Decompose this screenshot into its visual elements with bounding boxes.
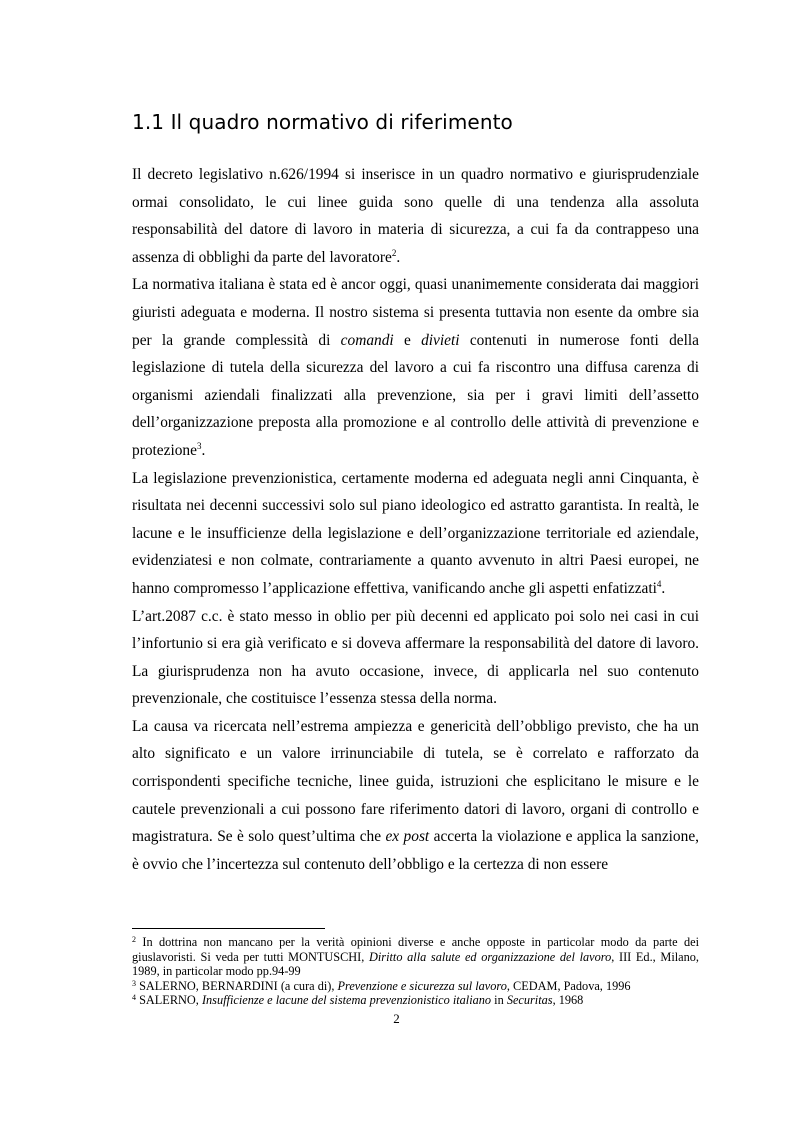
page-number: 2 xyxy=(393,1011,400,1026)
footnote-ref[interactable]: 2 xyxy=(391,247,397,258)
paragraph: La legislazione prevenzionistica, certamente moderna ed adeguata negli anni Cinquanta, è risultata nei decenni successivi solo sul piano ideologico ed astratto garantista. In realtà, le lacune e le insufficienze della legislazione e dell’organizzazione territoriale ed aziendale, evidenziatesi e non colmate, contrariamente a quanto avvenuto in altri Paesi europei, ne hanno compromesso l’applicazione effettiva, vanificando anche gli aspetti enfatizzati$^4$. xyxy=(132,469,699,597)
section-heading: 1.1 Il quadro normativo di riferimento xyxy=(132,110,513,134)
footnotes xyxy=(132,935,699,1008)
paragraph: La causa va ricercata nell’estrema ampiezza e genericità dell’obbligo previsto, che ha un alto significato e un valore irrinunciabile di tutela, se è correlato e rafforzato da corrispondenti specifiche tecniche, linee guida, istruzioni che esplicitano le misure e le cautele prevenzionali a cui possono fare riferimento datori di lavoro, organi di controllo e magistratura. Se è solo quest’ultima che ex post accerta la violazione e applica la sanzione, è ovvio che l’incertezza sul contenuto dell’obbligo e la certezza di non essere xyxy=(132,717,699,873)
footnote-ref[interactable]: 4 xyxy=(656,578,662,589)
footnote-ref[interactable]: 3 xyxy=(196,440,202,451)
paragraph: La normativa italiana è stata ed è ancor oggi, quasi unanimemente considerata dai maggiori giuristi adeguata e moderna. Il nostro sistema si presenta tuttavia non esente da ombre sia per la grande complessità di comandi e divieti contenuti in numerose fonti della legislazione di tutela della sicurezza del lavoro a cui fa riscontro una diffusa carenza di organismi aziendali finalizzati alla prevenzione, sia per i gravi limiti dell’assetto dell’organizzazione preposta alla promozione e al controllo delle attività di prevenzione e protezione$^3$. xyxy=(132,276,699,459)
body-text xyxy=(132,161,699,878)
footnote: $^4$ SALERNO, Insufficienze e lacune del sistema prevenzionistico italiano in Securitas, 1968 xyxy=(132,993,584,1007)
footnote: $^2$ In dottrina non mancano per la verità opinioni diverse e anche opposte in particolar modo da parte dei giuslavoristi. Si veda per tutti MONTUSCHI, Diritto alla salute ed organizzazione del lavoro, III Ed., Milano, 1989, in particolar modo pp.94-99 xyxy=(132,935,699,978)
footnote: $^3$ SALERNO, BERNARDINI (a cura di), Prevenzione e sicurezza sul lavoro, CEDAM, Padova, 1996 xyxy=(132,978,631,993)
footnote-separator xyxy=(132,928,325,929)
paragraph: Il decreto legislativo n.626/1994 si inserisce in un quadro normativo e giurisprudenziale ormai consolidato, le cui linee guida sono quelle di una tendenza alla assoluta responsabilità del datore di lavoro in materia di sicurezza, a cui fa da contrappeso una assenza di obblighi da parte del lavoratore$^2$. xyxy=(132,166,699,266)
paragraph: L’art.2087 c.c. è stato messo in oblio per più decenni ed applicato poi solo nei casi in cui l’infortunio si era già verificato e si doveva affermare la responsabilità del datore di lavoro. La giurisprudenza non ha avuto occasione, invece, di applicarla nel suo contenuto prevenzionale, che costituisce l’essenza stessa della norma. xyxy=(132,607,699,708)
